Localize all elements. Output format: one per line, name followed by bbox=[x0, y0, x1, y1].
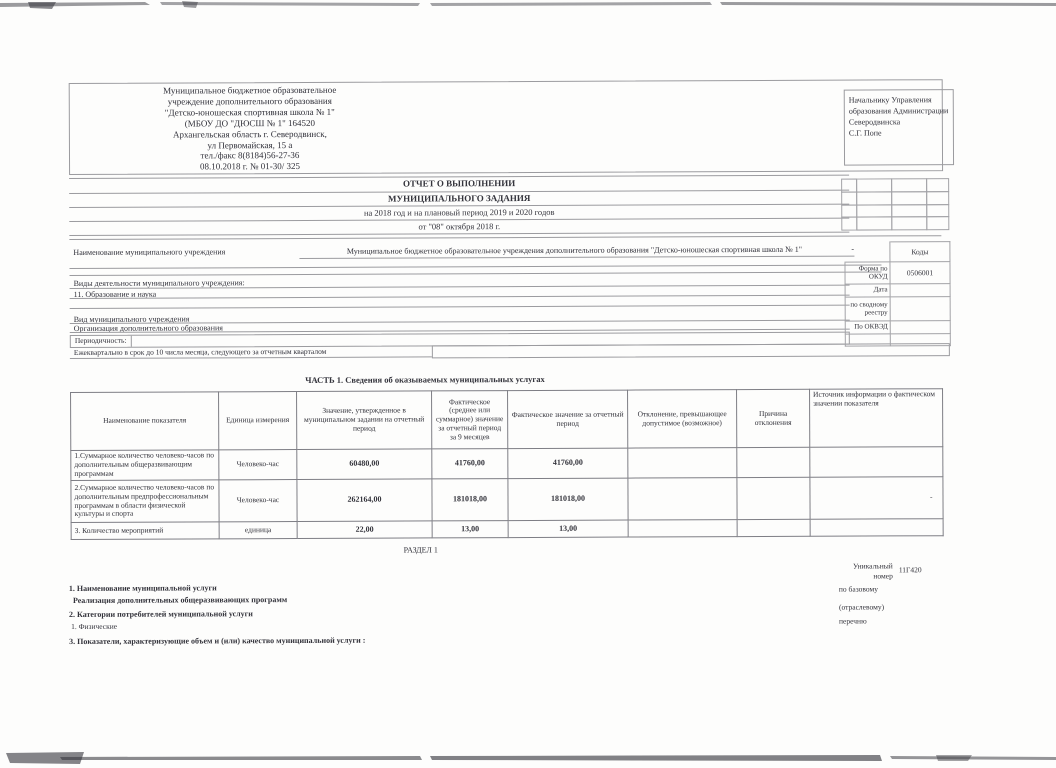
col-header-indicator: Наименование показателя bbox=[71, 392, 219, 451]
row1-indicator: 1.Суммарное количество человеко-часов по дополнительным общеразвивающим программам bbox=[71, 450, 219, 481]
unique-number-label-3: по базовому bbox=[838, 584, 878, 594]
table-row bbox=[71, 447, 943, 481]
addressee-line: Северодвинска bbox=[848, 117, 901, 127]
title-empty-grid bbox=[842, 179, 949, 230]
row2-approved: 262164,00 bbox=[297, 479, 432, 522]
activities-label: Виды деятельности муниципального учреждения: bbox=[73, 278, 245, 288]
row3-unit: единица bbox=[219, 522, 297, 539]
consumers-label: 2. Категории потребителей муниципальной услуги bbox=[68, 609, 253, 620]
table-row bbox=[71, 477, 943, 523]
letterhead bbox=[82, 84, 418, 173]
row2-deviation bbox=[628, 478, 737, 520]
org-dash-mark: - bbox=[851, 244, 855, 254]
row3-actual: 13,00 bbox=[508, 520, 628, 538]
table-row bbox=[71, 519, 943, 540]
row2-source: - bbox=[810, 477, 943, 520]
col-header-info-source: Источник информации о фактическом значении показателя bbox=[810, 389, 943, 448]
code-value-okved bbox=[890, 321, 950, 334]
report-period: на 2018 год и на плановый период 2019 и 2020 годов bbox=[69, 205, 849, 222]
report-title-line1: ОТЧЕТ О ВЫПОЛНЕНИИ bbox=[69, 176, 849, 194]
row1-actual: 41760,00 bbox=[508, 448, 628, 479]
unique-number-label-5: перечню bbox=[839, 616, 867, 626]
code-label-okved: По ОКВЭД bbox=[845, 321, 890, 334]
row1-unit: Человеко-час bbox=[219, 450, 297, 480]
letterhead-outgoing-number: 08.10.2018 г. № 01-30/ 325 bbox=[200, 161, 301, 172]
unique-number-label-1: Уникальный bbox=[852, 561, 893, 571]
row1-source bbox=[810, 447, 943, 478]
section-divider-rule bbox=[69, 235, 941, 240]
row2-actual-9m: 181018,00 bbox=[432, 479, 508, 521]
periodicity-label: Периодичность: bbox=[74, 335, 127, 345]
report-title-block bbox=[69, 175, 849, 236]
org-name-label: Наименование муниципального учреждения bbox=[73, 247, 226, 257]
indicators-label: 3. Показатели, характеризующие объем и (или) качество муниципальной услуги : bbox=[69, 635, 366, 647]
code-value-okud: 0506001 bbox=[890, 262, 950, 284]
addressee-name: С.Г. Попе bbox=[848, 128, 882, 138]
code-value-registry bbox=[890, 297, 950, 321]
row1-approved: 60480,00 bbox=[297, 449, 432, 480]
addressee-box bbox=[844, 89, 954, 165]
code-label-date: Дата bbox=[845, 284, 890, 297]
services-table bbox=[70, 388, 944, 540]
periodicity-cell-divider bbox=[131, 336, 132, 347]
periodicity-value: Ежеквартально в срок до 10 числа месяца, следующего за отчетным кварталом bbox=[73, 346, 327, 357]
code-value-date bbox=[890, 284, 950, 297]
unique-number-value: 11Г420 bbox=[898, 565, 922, 575]
header-box bbox=[69, 79, 949, 175]
row3-indicator: 3. Количество мероприятий bbox=[71, 522, 219, 540]
part1-heading: ЧАСТЬ 1. Сведения об оказываемых муниципальных услугах bbox=[305, 373, 545, 385]
unique-number-label-4: (отраслевому) bbox=[838, 602, 885, 612]
code-value-extra bbox=[890, 334, 950, 346]
row1-deviation bbox=[628, 448, 737, 478]
info-rule bbox=[70, 271, 882, 276]
row2-unit: Человеко-час bbox=[219, 480, 297, 522]
table-header-row bbox=[71, 389, 943, 451]
row1-actual-9m: 41760,00 bbox=[432, 449, 508, 479]
info-rule bbox=[70, 305, 850, 309]
letterhead-line: Архангельская область г. Северодвинск, bbox=[172, 128, 327, 140]
report-date: от "08" октября 2018 г. bbox=[69, 219, 849, 236]
periodicity-underline bbox=[70, 356, 432, 359]
col-header-deviation: Отклонение, превышающее допустимое (возможное) bbox=[628, 390, 737, 448]
code-label-okud: Форма по ОКУД bbox=[845, 262, 890, 284]
section1-heading: РАЗДЕЛ 1 bbox=[403, 545, 438, 555]
row1-reason bbox=[737, 447, 810, 477]
row3-deviation bbox=[628, 520, 737, 537]
unique-number-label-2: номер bbox=[873, 571, 893, 581]
consumers-value: 1. Физические bbox=[71, 621, 118, 631]
letterhead-line: Муниципальное бюджетное образовательное bbox=[163, 84, 337, 96]
col-header-actual-9m: Фактическое (среднее или суммарное) значение за отчетный период за 9 месяцев bbox=[432, 391, 508, 449]
col-header-unit: Единица измерения bbox=[219, 392, 297, 450]
row3-actual-9m: 13,00 bbox=[432, 521, 508, 538]
letterhead-line: ул Первомайская, 15 а bbox=[207, 139, 293, 150]
codes-header: Коды bbox=[890, 242, 950, 262]
col-header-deviation-reason: Причина отклонения bbox=[737, 389, 810, 447]
row3-approved: 22,00 bbox=[297, 521, 432, 539]
code-label-extra bbox=[845, 334, 890, 346]
codes-spacer bbox=[845, 242, 890, 262]
letterhead-line: "Детско-юношеская спортивная школа № 1" bbox=[164, 106, 335, 118]
report-title-line2: МУНИЦИПАЛЬНОГО ЗАДАНИЯ bbox=[69, 190, 849, 208]
col-header-actual-period: Фактическое значение за отчетный период bbox=[508, 390, 628, 449]
kind-value: Организация дополнительного образования bbox=[73, 323, 223, 333]
letterhead-line: тел./факс 8(8184)56-27-36 bbox=[200, 150, 300, 161]
col-header-approved-value: Значение, утвержденное в муниципальном задании на отчетный период bbox=[297, 391, 432, 450]
activities-value: 11. Образование и наука bbox=[73, 289, 157, 299]
letterhead-line: учреждение дополнительного образования bbox=[167, 95, 332, 107]
row3-reason bbox=[737, 519, 810, 536]
info-rule bbox=[69, 264, 881, 269]
row2-indicator: 2.Суммарное количество человеко-часов по дополнительным предпрофессиональным программам в области физической культуры и спорта bbox=[71, 480, 219, 523]
org-name-value: Муниципальное бюджетное образовательное учреждения дополнительного образования "Детско-юношеская спортивная школа № 1" bbox=[346, 244, 803, 256]
code-label-registry: по сводному реестру bbox=[845, 297, 890, 321]
codes-block bbox=[844, 241, 950, 346]
kind-label: Вид муниципального учреждения bbox=[73, 314, 190, 324]
row2-actual: 181018,00 bbox=[508, 478, 628, 521]
letterhead-line: (МБОУ ДО "ДЮСШ № 1" 164520 bbox=[184, 117, 316, 129]
addressee-line: Начальнику Управления bbox=[848, 95, 932, 105]
org-value-underline bbox=[299, 256, 854, 259]
row3-source bbox=[810, 519, 943, 537]
row2-reason bbox=[737, 477, 810, 519]
service-name-label: 1. Наименование муниципальной услуги bbox=[68, 583, 217, 594]
addressee-line: образования Администрации bbox=[848, 106, 949, 116]
service-name-value: Реализация дополнительных общеразвивающих программ bbox=[72, 595, 288, 605]
info-rule bbox=[70, 295, 850, 299]
